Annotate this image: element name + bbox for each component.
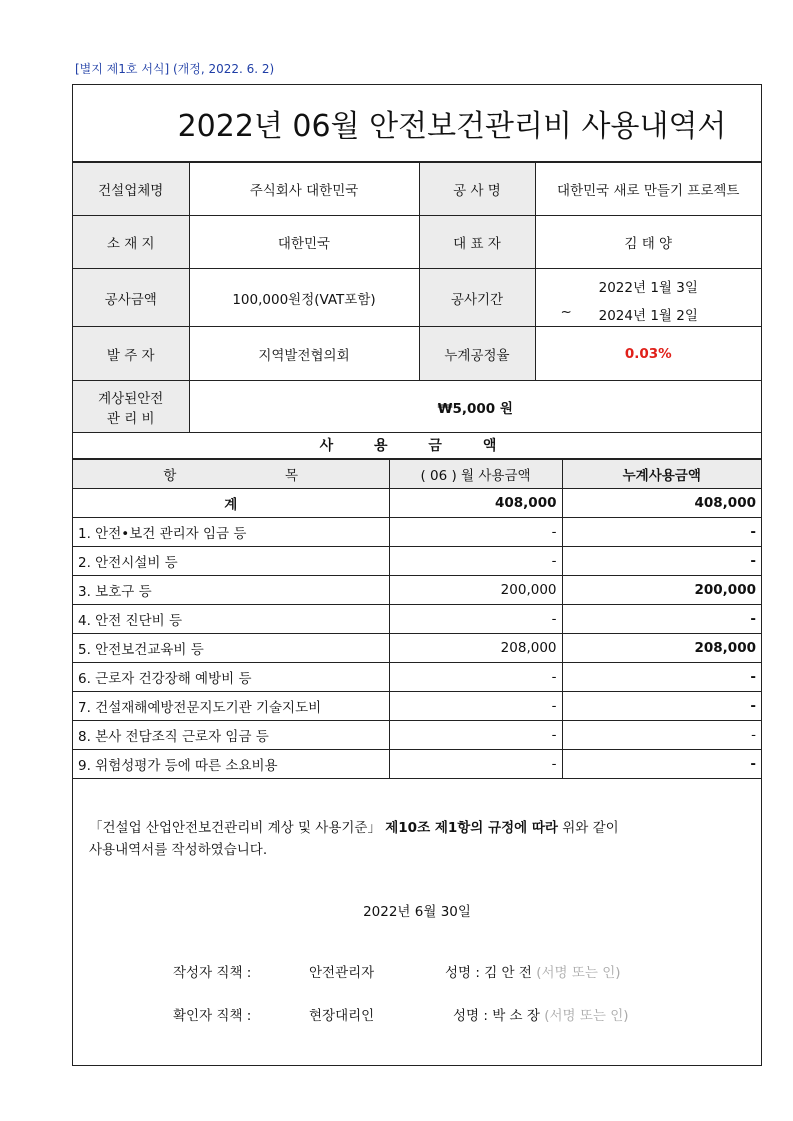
row-month: - bbox=[389, 750, 562, 779]
budget-label-line1: 계상된안전 bbox=[98, 390, 164, 407]
table-row bbox=[73, 750, 761, 779]
rep-label: 대 표 자 bbox=[419, 216, 535, 269]
writer-name: 성명 : 김 안 전 bbox=[445, 965, 532, 981]
total-cumulative: 408,000 bbox=[562, 489, 761, 518]
total-label: 계 bbox=[73, 489, 389, 518]
declaration-part1: 「건설업 산업안전보건관리비 계상 및 사용기준」 bbox=[89, 820, 381, 836]
document-frame bbox=[72, 84, 762, 1066]
row-month: - bbox=[389, 663, 562, 692]
declaration bbox=[89, 817, 749, 861]
checker-sign-hint: (서명 또는 인) bbox=[544, 1008, 629, 1024]
row-cumulative: - bbox=[562, 605, 761, 634]
company-label: 건설업체명 bbox=[73, 163, 189, 216]
document-date: 2022년 6월 30일 bbox=[363, 904, 471, 920]
location-label: 소 재 지 bbox=[73, 216, 189, 269]
project-value: 대한민국 새로 만들기 프로젝트 bbox=[535, 163, 761, 216]
period-start: 2022년 1월 3일 bbox=[598, 279, 698, 296]
checker-name: 성명 : 박 소 장 bbox=[453, 1008, 540, 1024]
table-row bbox=[73, 692, 761, 721]
document-title: 2022년 06월 안전보건관리비 사용내역서 bbox=[73, 85, 761, 162]
row-cumulative: - bbox=[562, 518, 761, 547]
budget-label bbox=[73, 381, 189, 433]
total-month: 408,000 bbox=[389, 489, 562, 518]
row-month: 208,000 bbox=[389, 634, 562, 663]
company-value: 주식회사 대한민국 bbox=[189, 163, 419, 216]
period-tilde: ~ bbox=[560, 303, 572, 320]
period-value bbox=[535, 269, 761, 327]
form-label: [별지 제1호 서식] (개정, 2022. 6. 2) bbox=[75, 62, 275, 76]
col-item-a: 항 bbox=[163, 468, 177, 484]
row-cumulative: - bbox=[562, 721, 761, 750]
declaration-line2: 사용내역서를 작성하였습니다. bbox=[89, 842, 268, 858]
table-row bbox=[73, 576, 761, 605]
row-month: - bbox=[389, 692, 562, 721]
row-label: 2. 안전시설비 등 bbox=[73, 547, 389, 576]
row-cumulative: - bbox=[562, 692, 761, 721]
info-table bbox=[73, 162, 761, 433]
checker-label: 확인자 직책 : bbox=[173, 1008, 252, 1024]
progress-value: 0.03% bbox=[535, 327, 761, 381]
col-item-header bbox=[73, 460, 389, 489]
row-label: 8. 본사 전담조직 근로자 임금 등 bbox=[73, 721, 389, 750]
checker-role: 현장대리인 bbox=[309, 1008, 375, 1024]
rep-value: 김 태 양 bbox=[535, 216, 761, 269]
table-row bbox=[73, 634, 761, 663]
amount-label: 공사금액 bbox=[73, 269, 189, 327]
table-row bbox=[73, 663, 761, 692]
row-label: 6. 근로자 건강장해 예방비 등 bbox=[73, 663, 389, 692]
row-month: - bbox=[389, 605, 562, 634]
row-cumulative: - bbox=[562, 663, 761, 692]
amount-value: 100,000원정(VAT포함) bbox=[189, 269, 419, 327]
row-cumulative: - bbox=[562, 547, 761, 576]
col-item-b: 목 bbox=[285, 468, 299, 484]
row-label: 4. 안전 진단비 등 bbox=[73, 605, 389, 634]
period-label: 공사기간 bbox=[419, 269, 535, 327]
row-month: - bbox=[389, 721, 562, 750]
row-month: - bbox=[389, 518, 562, 547]
row-cumulative: - bbox=[562, 750, 761, 779]
row-label: 9. 위험성평가 등에 따른 소요비용 bbox=[73, 750, 389, 779]
progress-label: 누계공정율 bbox=[419, 327, 535, 381]
declaration-part3: 위와 같이 bbox=[557, 820, 619, 836]
table-row bbox=[73, 547, 761, 576]
period-end: 2024년 1월 2일 bbox=[598, 307, 698, 324]
declaration-part2: 제10조 제1항의 규정에 따라 bbox=[385, 820, 558, 836]
table-row bbox=[73, 518, 761, 547]
col-month-header: ( 06 ) 월 사용금액 bbox=[389, 460, 562, 489]
writer-role: 안전관리자 bbox=[309, 965, 375, 981]
client-value: 지역발전협의회 bbox=[189, 327, 419, 381]
writer-signature bbox=[445, 961, 621, 981]
budget-value: ₩5,000 원 bbox=[189, 381, 761, 433]
budget-label-line2: 관 리 비 bbox=[106, 410, 155, 427]
row-month: 200,000 bbox=[389, 576, 562, 605]
row-label: 3. 보호구 등 bbox=[73, 576, 389, 605]
table-row bbox=[73, 605, 761, 634]
row-label: 5. 안전보건교육비 등 bbox=[73, 634, 389, 663]
client-label: 발 주 자 bbox=[73, 327, 189, 381]
project-label: 공 사 명 bbox=[419, 163, 535, 216]
usage-table bbox=[73, 459, 761, 779]
writer-label: 작성자 직책 : bbox=[173, 965, 252, 981]
row-cumulative: 200,000 bbox=[562, 576, 761, 605]
row-label: 7. 건설재해예방전문지도기관 기술지도비 bbox=[73, 692, 389, 721]
row-cumulative: 208,000 bbox=[562, 634, 761, 663]
row-label: 1. 안전•보건 관리자 임금 등 bbox=[73, 518, 389, 547]
usage-heading: 사 용 금 액 bbox=[73, 432, 761, 459]
table-row bbox=[73, 721, 761, 750]
location-value: 대한민국 bbox=[189, 216, 419, 269]
col-cumulative-header: 누계사용금액 bbox=[562, 460, 761, 489]
writer-sign-hint: (서명 또는 인) bbox=[536, 965, 621, 981]
checker-signature bbox=[453, 1004, 629, 1024]
row-month: - bbox=[389, 547, 562, 576]
